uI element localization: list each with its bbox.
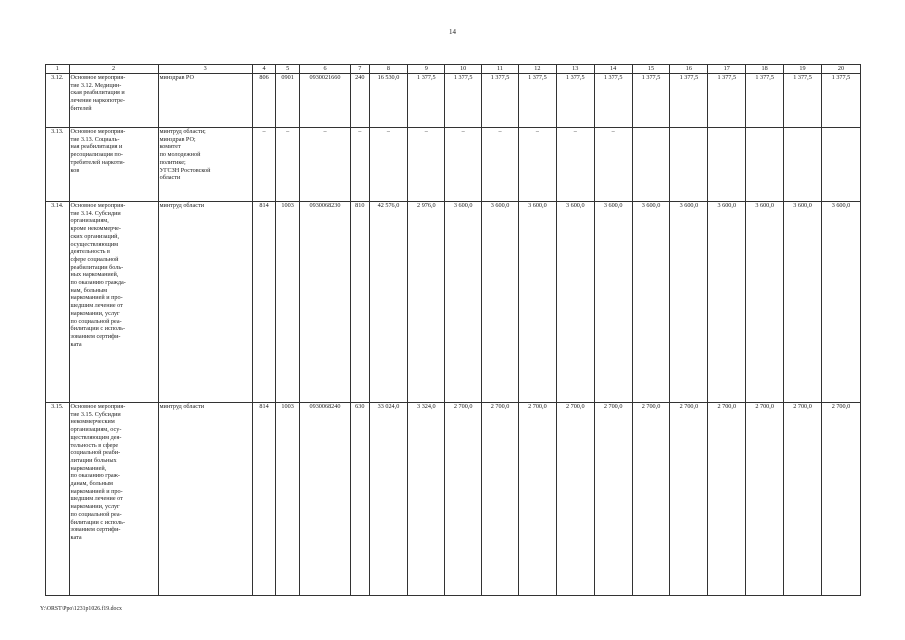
expense-year: 2 700,0 bbox=[746, 403, 784, 596]
expense-year: 3 600,0 bbox=[556, 202, 594, 403]
responsible-executor: минтруд области bbox=[158, 202, 252, 403]
column-number: 5 bbox=[276, 65, 300, 74]
expense-year bbox=[784, 128, 822, 202]
page-number: 14 bbox=[449, 28, 456, 36]
column-number: 6 bbox=[299, 65, 350, 74]
expense-year: – bbox=[482, 128, 519, 202]
expense-year: 2 700,0 bbox=[594, 403, 632, 596]
expense-year: 2 700,0 bbox=[482, 403, 519, 596]
column-number: 14 bbox=[594, 65, 632, 74]
expense-year: 1 377,5 bbox=[670, 74, 708, 128]
table-row bbox=[46, 202, 861, 403]
column-number: 9 bbox=[408, 65, 445, 74]
expense-year: – bbox=[408, 128, 445, 202]
expense-total: 42 576,0 bbox=[369, 202, 408, 403]
column-number: 12 bbox=[518, 65, 556, 74]
column-number: 10 bbox=[445, 65, 482, 74]
expense-year: 2 700,0 bbox=[708, 403, 746, 596]
item-number: 3.15. bbox=[46, 403, 70, 596]
column-number: 7 bbox=[351, 65, 369, 74]
expense-year: – bbox=[556, 128, 594, 202]
expense-year bbox=[708, 128, 746, 202]
budget-code-grbs: – bbox=[252, 128, 276, 202]
expense-year: 3 600,0 bbox=[821, 202, 860, 403]
column-number: 17 bbox=[708, 65, 746, 74]
budget-code-csr: 0930068230 bbox=[299, 202, 350, 403]
budget-code-vr: 630 bbox=[351, 403, 369, 596]
measure-name: Основное мероприя- тие 3.14. Субсидии организациям, кроме некоммерче- ских организаций, осуществляющим деятельность в сфере социальной реабилитации боль- ных наркоманией, по оказанию гражда- нам, больным наркоманией и про- шедшим лечение от наркомании, услуг по социальной реа- билитации с исполь- зованием сертифи- ката bbox=[69, 202, 158, 403]
expense-year: 3 600,0 bbox=[632, 202, 670, 403]
column-number: 3 bbox=[158, 65, 252, 74]
expense-year: 3 600,0 bbox=[594, 202, 632, 403]
expense-year: 3 600,0 bbox=[482, 202, 519, 403]
expense-year bbox=[746, 128, 784, 202]
expense-year: 2 700,0 bbox=[518, 403, 556, 596]
item-number: 3.13. bbox=[46, 128, 70, 202]
column-number: 20 bbox=[821, 65, 860, 74]
expense-year: 1 377,5 bbox=[821, 74, 860, 128]
item-number: 3.14. bbox=[46, 202, 70, 403]
column-number: 15 bbox=[632, 65, 670, 74]
budget-table bbox=[45, 64, 861, 596]
expense-year: 2 976,0 bbox=[408, 202, 445, 403]
expense-year: 1 377,5 bbox=[746, 74, 784, 128]
measure-name: Основное мероприя- тие 3.15. Субсидии некоммерческим организациям, осу- ществляющим дея- тельность в сфере социальной реаби- литации больных наркоманией, по оказанию граж- данам, больным наркоманией и про- шедшим лечение от наркомании, услуг по социальной реа- билитации с исполь- зованием сертифи- ката bbox=[69, 403, 158, 596]
expense-year: 1 377,5 bbox=[518, 74, 556, 128]
expense-year: 3 324,0 bbox=[408, 403, 445, 596]
expense-year: 1 377,5 bbox=[632, 74, 670, 128]
expense-year: – bbox=[445, 128, 482, 202]
budget-code-csr: 0930021660 bbox=[299, 74, 350, 128]
budget-code-grbs: 814 bbox=[252, 202, 276, 403]
expense-year: 1 377,5 bbox=[784, 74, 822, 128]
expense-year: – bbox=[594, 128, 632, 202]
expense-total: – bbox=[369, 128, 408, 202]
table-row bbox=[46, 128, 861, 202]
column-number: 11 bbox=[482, 65, 519, 74]
expense-year: 3 600,0 bbox=[670, 202, 708, 403]
expense-total: 33 024,0 bbox=[369, 403, 408, 596]
column-number: 8 bbox=[369, 65, 408, 74]
budget-code-vr: 240 bbox=[351, 74, 369, 128]
budget-code-rzpr: 1003 bbox=[276, 403, 300, 596]
expense-year: 2 700,0 bbox=[784, 403, 822, 596]
expense-year: 1 377,5 bbox=[482, 74, 519, 128]
expense-year: 3 600,0 bbox=[518, 202, 556, 403]
expense-year: 3 600,0 bbox=[708, 202, 746, 403]
budget-code-rzpr: 0901 bbox=[276, 74, 300, 128]
budget-code-csr: – bbox=[299, 128, 350, 202]
budget-code-vr: 810 bbox=[351, 202, 369, 403]
expense-year: 2 700,0 bbox=[670, 403, 708, 596]
expense-year: 2 700,0 bbox=[821, 403, 860, 596]
budget-code-rzpr: – bbox=[276, 128, 300, 202]
budget-code-csr: 0930068240 bbox=[299, 403, 350, 596]
expense-year: 1 377,5 bbox=[445, 74, 482, 128]
column-number: 13 bbox=[556, 65, 594, 74]
table-row bbox=[46, 403, 861, 596]
column-number: 1 bbox=[46, 65, 70, 74]
expense-year: 1 377,5 bbox=[408, 74, 445, 128]
expense-year: 2 700,0 bbox=[556, 403, 594, 596]
expense-year: 3 600,0 bbox=[445, 202, 482, 403]
budget-code-vr: – bbox=[351, 128, 369, 202]
table-row bbox=[46, 74, 861, 128]
expense-year: 1 377,5 bbox=[708, 74, 746, 128]
expense-year: 1 377,5 bbox=[556, 74, 594, 128]
expense-year: 1 377,5 bbox=[594, 74, 632, 128]
expense-year bbox=[632, 128, 670, 202]
expense-total: 16 530,0 bbox=[369, 74, 408, 128]
budget-code-grbs: 814 bbox=[252, 403, 276, 596]
responsible-executor: минтруд области bbox=[158, 403, 252, 596]
table-header-row bbox=[46, 65, 861, 74]
expense-year bbox=[821, 128, 860, 202]
column-number: 16 bbox=[670, 65, 708, 74]
measure-name: Основное мероприя- тие 3.13. Социаль- ная реабилитация и ресоциализация по- требителей наркоти- ков bbox=[69, 128, 158, 202]
item-number: 3.12. bbox=[46, 74, 70, 128]
expense-year: – bbox=[518, 128, 556, 202]
column-number: 19 bbox=[784, 65, 822, 74]
expense-year bbox=[670, 128, 708, 202]
responsible-executor: минтруд области; минздрав РО; комитет по молодежной политике; УГСЗН Ростовской области bbox=[158, 128, 252, 202]
column-number: 2 bbox=[69, 65, 158, 74]
expense-year: 3 600,0 bbox=[746, 202, 784, 403]
measure-name: Основное мероприя- тие 3.12. Медицин- ская реабилитация и лечение наркопотре- бителей bbox=[69, 74, 158, 128]
column-number: 18 bbox=[746, 65, 784, 74]
document-file-path: Y:\ORST\Ppo\1231p1026.f19.docx bbox=[40, 606, 122, 612]
expense-year: 2 700,0 bbox=[632, 403, 670, 596]
budget-code-grbs: 806 bbox=[252, 74, 276, 128]
budget-code-rzpr: 1003 bbox=[276, 202, 300, 403]
column-number: 4 bbox=[252, 65, 276, 74]
expense-year: 3 600,0 bbox=[784, 202, 822, 403]
expense-year: 2 700,0 bbox=[445, 403, 482, 596]
responsible-executor: минздрав РО bbox=[158, 74, 252, 128]
